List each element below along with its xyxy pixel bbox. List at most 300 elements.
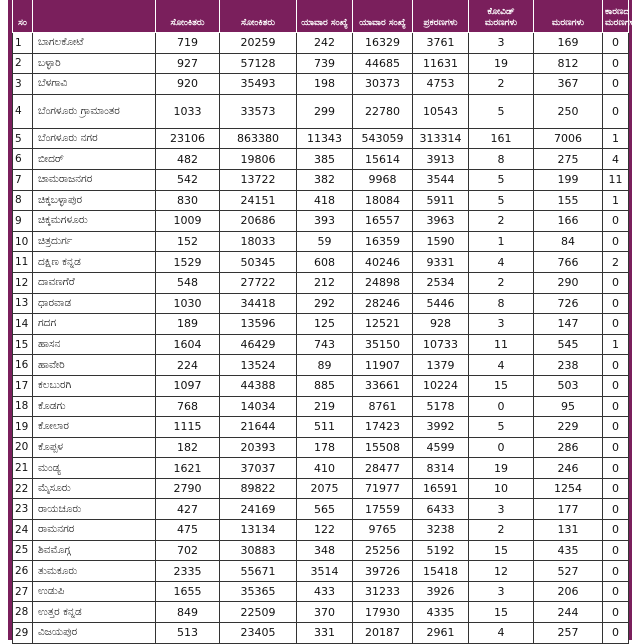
row-col3: 433 [297,581,353,602]
row-col1: 1529 [156,252,220,273]
row-sl: 28 [13,602,33,623]
row-col1: 830 [156,190,220,211]
row-sl: 16 [13,355,33,376]
row-col2: 18033 [220,231,297,252]
row-col3: 125 [297,314,353,335]
row-col3: 299 [297,94,353,128]
row-col4: 28246 [353,293,413,314]
row-sl: 5 [13,128,33,149]
row-col4: 25256 [353,540,413,561]
table-row [13,211,629,232]
table-row [13,458,629,479]
row-col7: 95 [534,396,603,417]
header-col2: ಸೋಂಕಿತರು [220,0,297,33]
row-col8: 0 [603,272,629,293]
row-col6: 19 [469,458,534,479]
row-district: ದಕ್ಷಿಣ ಕನ್ನಡ [33,252,156,273]
row-col1: 513 [156,623,220,644]
row-col8: 0 [603,540,629,561]
row-district: ಬೆಳಗಾವಿ [33,74,156,95]
row-col2: 37037 [220,458,297,479]
row-col3: 885 [297,375,353,396]
row-col1: 927 [156,53,220,74]
header-col5: ಪ್ರಕರಣಗಳು [413,0,469,33]
row-col5: 10543 [413,94,469,128]
row-district: ಕೋಲಾರ [33,417,156,438]
row-col1: 1655 [156,581,220,602]
row-col4: 15614 [353,149,413,170]
row-col7: 726 [534,293,603,314]
row-sl: 1 [13,33,33,54]
row-col3: 331 [297,623,353,644]
row-col4: 11907 [353,355,413,376]
row-col7: 147 [534,314,603,335]
row-col8: 0 [603,602,629,623]
row-col3: 348 [297,540,353,561]
row-col4: 33661 [353,375,413,396]
row-col2: 30883 [220,540,297,561]
row-district: ಉತ್ತರ ಕನ್ನಡ [33,602,156,623]
row-col4: 15508 [353,437,413,458]
row-col6: 5 [469,417,534,438]
row-col1: 542 [156,169,220,190]
row-sl: 8 [13,190,33,211]
row-col2: 24151 [220,190,297,211]
row-col4: 44685 [353,53,413,74]
table-row [13,396,629,417]
row-district: ತುಮಕೂರು [33,561,156,582]
row-col6: 8 [469,293,534,314]
row-col7: 238 [534,355,603,376]
row-district: ಚಿಕ್ಕಬಳ್ಳಾಪುರ [33,190,156,211]
row-col5: 16591 [413,478,469,499]
row-col1: 849 [156,602,220,623]
row-col2: 14034 [220,396,297,417]
row-col7: 1254 [534,478,603,499]
row-sl: 4 [13,94,33,128]
row-col2: 23405 [220,623,297,644]
header-district [33,0,156,33]
table-row [13,623,629,644]
row-col5: 5446 [413,293,469,314]
row-col6: 15 [469,540,534,561]
row-col6: 3 [469,499,534,520]
row-col4: 8761 [353,396,413,417]
row-sl: 26 [13,561,33,582]
row-sl: 9 [13,211,33,232]
row-col2: 50345 [220,252,297,273]
row-col7: 229 [534,417,603,438]
row-col2: 13134 [220,520,297,541]
row-district: ಬೀದರ್ [33,149,156,170]
row-col5: 2534 [413,272,469,293]
row-col1: 719 [156,33,220,54]
row-col7: 290 [534,272,603,293]
row-col5: 8314 [413,458,469,479]
header-col7: ಮರಣಗಳು [534,0,603,33]
row-sl: 15 [13,334,33,355]
row-col6: 2 [469,520,534,541]
row-col5: 4753 [413,74,469,95]
table-row [13,33,629,54]
row-col5: 5192 [413,540,469,561]
row-col4: 40246 [353,252,413,273]
table-row [13,561,629,582]
row-col2: 21644 [220,417,297,438]
header-col3: ಯಾವಾರ ಸಂಖ್ಯೆ [297,0,353,33]
row-col8: 0 [603,231,629,252]
row-district: ಮಂಡ್ಯ [33,458,156,479]
row-col6: 10 [469,478,534,499]
row-col1: 1604 [156,334,220,355]
row-col8: 0 [603,520,629,541]
row-col5: 3992 [413,417,469,438]
row-col8: 0 [603,53,629,74]
row-sl: 11 [13,252,33,273]
row-col3: 511 [297,417,353,438]
row-district: ಶಿವಮೊಗ್ಗ [33,540,156,561]
row-district: ಉಡುಪಿ [33,581,156,602]
row-col3: 608 [297,252,353,273]
row-col3: 3514 [297,561,353,582]
row-col1: 1621 [156,458,220,479]
header-col4: ಯಾವಾರ ಸಂಖ್ಯೆ [353,0,413,33]
row-col5: 11631 [413,53,469,74]
row-col1: 182 [156,437,220,458]
row-col8: 0 [603,437,629,458]
header-sl: ಸಂ [13,0,33,33]
row-col1: 1009 [156,211,220,232]
row-col2: 35365 [220,581,297,602]
table-row [13,252,629,273]
row-col7: 155 [534,190,603,211]
row-col3: 178 [297,437,353,458]
row-col7: 206 [534,581,603,602]
row-col3: 198 [297,74,353,95]
row-sl: 20 [13,437,33,458]
row-sl: 12 [13,272,33,293]
row-sl: 24 [13,520,33,541]
table-row [13,540,629,561]
row-col7: 244 [534,602,603,623]
row-col1: 768 [156,396,220,417]
table-row [13,293,629,314]
row-col2: 35493 [220,74,297,95]
row-district: ಕೊಪ್ಪಳ [33,437,156,458]
row-col5: 313314 [413,128,469,149]
table-row [13,355,629,376]
row-col1: 702 [156,540,220,561]
row-col4: 16359 [353,231,413,252]
row-col4: 9765 [353,520,413,541]
row-col7: 257 [534,623,603,644]
row-sl: 13 [13,293,33,314]
table-row [13,602,629,623]
table-row [13,334,629,355]
row-col5: 15418 [413,561,469,582]
table-row [13,272,629,293]
row-col3: 212 [297,272,353,293]
row-col7: 545 [534,334,603,355]
row-col6: 0 [469,396,534,417]
row-col3: 418 [297,190,353,211]
row-col4: 12521 [353,314,413,335]
row-district: ಚಿಕ್ಕಮಗಳೂರು [33,211,156,232]
row-sl: 22 [13,478,33,499]
row-district: ಬೆಂಗಳೂರು ಗ್ರಾಮಾಂತರ [33,94,156,128]
table-row [13,417,629,438]
document-frame [8,0,638,640]
row-col2: 22509 [220,602,297,623]
row-col1: 475 [156,520,220,541]
table-row [13,128,629,149]
row-col3: 370 [297,602,353,623]
row-col3: 242 [297,33,353,54]
row-col1: 1115 [156,417,220,438]
row-col1: 2335 [156,561,220,582]
row-col7: 766 [534,252,603,273]
row-col3: 219 [297,396,353,417]
row-col4: 17930 [353,602,413,623]
row-col8: 0 [603,375,629,396]
row-col7: 435 [534,540,603,561]
row-col8: 0 [603,417,629,438]
row-district: ಕೊಡಗು [33,396,156,417]
row-sl: 21 [13,458,33,479]
row-col7: 503 [534,375,603,396]
row-col7: 7006 [534,128,603,149]
row-col8: 0 [603,499,629,520]
row-col4: 30373 [353,74,413,95]
row-col1: 482 [156,149,220,170]
table-row [13,149,629,170]
row-col5: 3963 [413,211,469,232]
row-sl: 29 [13,623,33,644]
row-col8: 0 [603,33,629,54]
row-col8: 0 [603,581,629,602]
row-col8: 0 [603,74,629,95]
row-col5: 4599 [413,437,469,458]
row-col4: 16557 [353,211,413,232]
row-sl: 2 [13,53,33,74]
row-district: ದಾವಣಗೆರೆ [33,272,156,293]
row-col7: 166 [534,211,603,232]
row-district: ಧಾರವಾಡ [33,293,156,314]
row-col1: 2790 [156,478,220,499]
row-col5: 3761 [413,33,469,54]
row-col8: 0 [603,355,629,376]
row-district: ರಾಯಚೂರು [33,499,156,520]
table-row [13,94,629,128]
row-col4: 31233 [353,581,413,602]
row-col3: 565 [297,499,353,520]
row-district: ಬಾಗಲಕೋಟೆ [33,33,156,54]
row-col7: 84 [534,231,603,252]
row-col2: 34418 [220,293,297,314]
row-col6: 4 [469,355,534,376]
row-col1: 427 [156,499,220,520]
row-sl: 18 [13,396,33,417]
row-col2: 89822 [220,478,297,499]
row-col2: 13596 [220,314,297,335]
row-col6: 19 [469,53,534,74]
row-district: ಹಾಸನ [33,334,156,355]
row-col6: 0 [469,437,534,458]
row-col7: 177 [534,499,603,520]
table-body [13,33,629,644]
row-col7: 131 [534,520,603,541]
row-district: ಬೆಂಗಳೂರು ನಗರ [33,128,156,149]
row-col2: 20686 [220,211,297,232]
row-col2: 13722 [220,169,297,190]
row-col3: 393 [297,211,353,232]
row-sl: 17 [13,375,33,396]
row-col7: 199 [534,169,603,190]
table-row [13,581,629,602]
row-col2: 55671 [220,561,297,582]
row-col4: 9968 [353,169,413,190]
row-col6: 15 [469,602,534,623]
row-col4: 35150 [353,334,413,355]
row-col8: 0 [603,478,629,499]
row-col4: 17559 [353,499,413,520]
row-col8: 0 [603,211,629,232]
row-col8: 1 [603,190,629,211]
row-col5: 5178 [413,396,469,417]
row-col1: 224 [156,355,220,376]
row-col2: 46429 [220,334,297,355]
row-district: ಕಲಬುರಗಿ [33,375,156,396]
row-col5: 9331 [413,252,469,273]
row-col5: 10224 [413,375,469,396]
row-sl: 7 [13,169,33,190]
row-col5: 10733 [413,334,469,355]
row-col1: 152 [156,231,220,252]
row-district: ರಾಮನಗರ [33,520,156,541]
row-col1: 1097 [156,375,220,396]
row-col4: 24898 [353,272,413,293]
row-district: ಮೈಸೂರು [33,478,156,499]
row-col2: 20393 [220,437,297,458]
row-col1: 920 [156,74,220,95]
row-col3: 385 [297,149,353,170]
row-col8: 0 [603,314,629,335]
row-col5: 1379 [413,355,469,376]
row-sl: 19 [13,417,33,438]
row-col1: 1030 [156,293,220,314]
header-col8: ಕಾರಣದ ಮರಣಗಳು [603,0,629,33]
row-col3: 2075 [297,478,353,499]
row-col7: 527 [534,561,603,582]
row-col1: 23106 [156,128,220,149]
row-col7: 169 [534,33,603,54]
row-col6: 4 [469,623,534,644]
row-col2: 33573 [220,94,297,128]
header-col1: ಸೋಂಕಿತರು [156,0,220,33]
row-col2: 19806 [220,149,297,170]
row-col4: 39726 [353,561,413,582]
row-col3: 743 [297,334,353,355]
row-col4: 17423 [353,417,413,438]
row-col6: 11 [469,334,534,355]
header-row [13,0,629,33]
row-col8: 1 [603,334,629,355]
row-col8: 0 [603,94,629,128]
row-col5: 2961 [413,623,469,644]
row-col5: 3544 [413,169,469,190]
row-district: ವಿಜಯಪುರ [33,623,156,644]
row-col8: 0 [603,458,629,479]
row-col5: 4335 [413,602,469,623]
row-col4: 22780 [353,94,413,128]
row-col4: 18084 [353,190,413,211]
row-col8: 2 [603,252,629,273]
row-col8: 0 [603,561,629,582]
row-col3: 382 [297,169,353,190]
row-col6: 4 [469,252,534,273]
table-row [13,499,629,520]
row-col5: 5911 [413,190,469,211]
row-col8: 0 [603,396,629,417]
row-col2: 44388 [220,375,297,396]
row-col6: 8 [469,149,534,170]
row-col6: 161 [469,128,534,149]
row-col5: 1590 [413,231,469,252]
row-col2: 27722 [220,272,297,293]
row-sl: 14 [13,314,33,335]
table-row [13,231,629,252]
table-row [13,314,629,335]
header-col6: ಕೋವಿಡ್ ಮರಣಗಳು [469,0,534,33]
row-district: ಚಾಮರಾಜನಗರ [33,169,156,190]
row-district: ಚಿತ್ರದುರ್ಗ [33,231,156,252]
row-col2: 57128 [220,53,297,74]
row-col5: 3913 [413,149,469,170]
row-col1: 189 [156,314,220,335]
table-row [13,74,629,95]
row-col5: 3238 [413,520,469,541]
row-col4: 20187 [353,623,413,644]
row-col4: 543059 [353,128,413,149]
row-col5: 6433 [413,499,469,520]
table-row [13,478,629,499]
row-col6: 12 [469,561,534,582]
row-sl: 6 [13,149,33,170]
table-row [13,169,629,190]
row-col5: 3926 [413,581,469,602]
row-col5: 928 [413,314,469,335]
row-col6: 5 [469,94,534,128]
row-col2: 863380 [220,128,297,149]
row-col6: 3 [469,314,534,335]
row-sl: 27 [13,581,33,602]
row-col8: 0 [603,623,629,644]
row-col6: 2 [469,272,534,293]
row-col2: 13524 [220,355,297,376]
table-header [13,0,638,33]
row-col4: 16329 [353,33,413,54]
row-sl: 23 [13,499,33,520]
row-col2: 20259 [220,33,297,54]
row-col3: 292 [297,293,353,314]
row-col7: 812 [534,53,603,74]
row-col6: 1 [469,231,534,252]
row-col6: 2 [469,211,534,232]
row-col3: 122 [297,520,353,541]
row-col3: 11343 [297,128,353,149]
row-district: ಹಾವೇರಿ [33,355,156,376]
row-col1: 548 [156,272,220,293]
